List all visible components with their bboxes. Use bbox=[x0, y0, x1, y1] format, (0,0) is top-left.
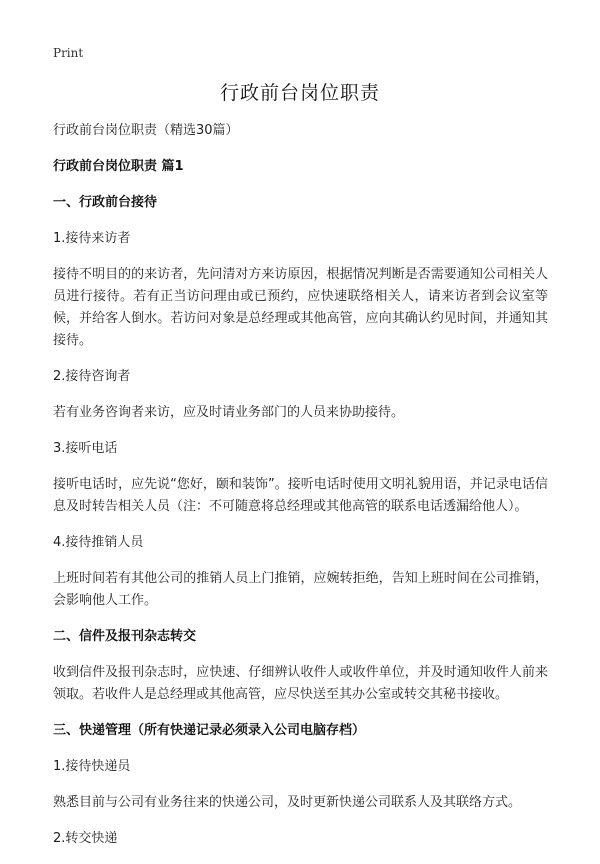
section-heading-reception: 一、行政前台接待 bbox=[53, 195, 158, 210]
item-title-courier-staff: 1.接待快递员 bbox=[53, 759, 131, 774]
section-heading-courier: 三、快递管理（所有快递记录必须录入公司电脑存档） bbox=[53, 723, 366, 738]
page-title: 行政前台岗位职责 bbox=[219, 82, 380, 104]
item-title-forward: 2.转交快递 bbox=[53, 831, 118, 846]
article-heading: 行政前台岗位职责 篇1 bbox=[53, 159, 184, 174]
section-text-mail: 收到信件及报刊杂志时，应快速、仔细辨认收件人或收件单位，并及时通知收件人前来领取。若收件人是总经理或其他高管，应尽快送至其办公室或转交其秘书接收。 bbox=[53, 665, 548, 702]
item-text-phone: 接听电话时，应先说“您好，颐和装饰”。接听电话时使用文明礼貌用语，并记录电话信息及时转告相关人员（注：不可随意将总经理或其他高管的联系电话透漏给他人）。 bbox=[53, 477, 548, 514]
section-heading-mail: 二、信件及报刊杂志转交 bbox=[53, 629, 197, 644]
item-text-visitors: 接待不明目的的来访者，先问清对方来访原因，根据情况判断是否需要通知公司相关人员进行接待。若有正当访问理由或已预约，应快速联络相关人，请来访者到会议室等候，并给客人倒水。若访问对象是总经理或其他高管，应向其确认约见时间，并通知其接待。 bbox=[53, 267, 548, 348]
item-title-inquiries: 2.接待咨询者 bbox=[53, 369, 131, 384]
subtitle: 行政前台岗位职责（精选30篇） bbox=[53, 123, 239, 138]
item-title-phone: 3.接听电话 bbox=[53, 441, 118, 456]
print-link[interactable]: Print bbox=[53, 46, 84, 60]
item-title-sales: 4.接待推销人员 bbox=[53, 535, 144, 550]
item-text-inquiries: 若有业务咨询者来访，应及时请业务部门的人员来协助接待。 bbox=[53, 405, 405, 420]
item-text-sales: 上班时间若有其他公司的推销人员上门推销，应婉转拒绝，告知上班时间在公司推销，会影响他人工作。 bbox=[53, 571, 548, 608]
item-text-courier-staff: 熟悉目前与公司有业务往来的快递公司，及时更新快递公司联系人及其联络方式。 bbox=[53, 795, 522, 810]
item-title-visitors: 1.接待来访者 bbox=[53, 231, 131, 246]
document-body bbox=[53, 120, 548, 864]
